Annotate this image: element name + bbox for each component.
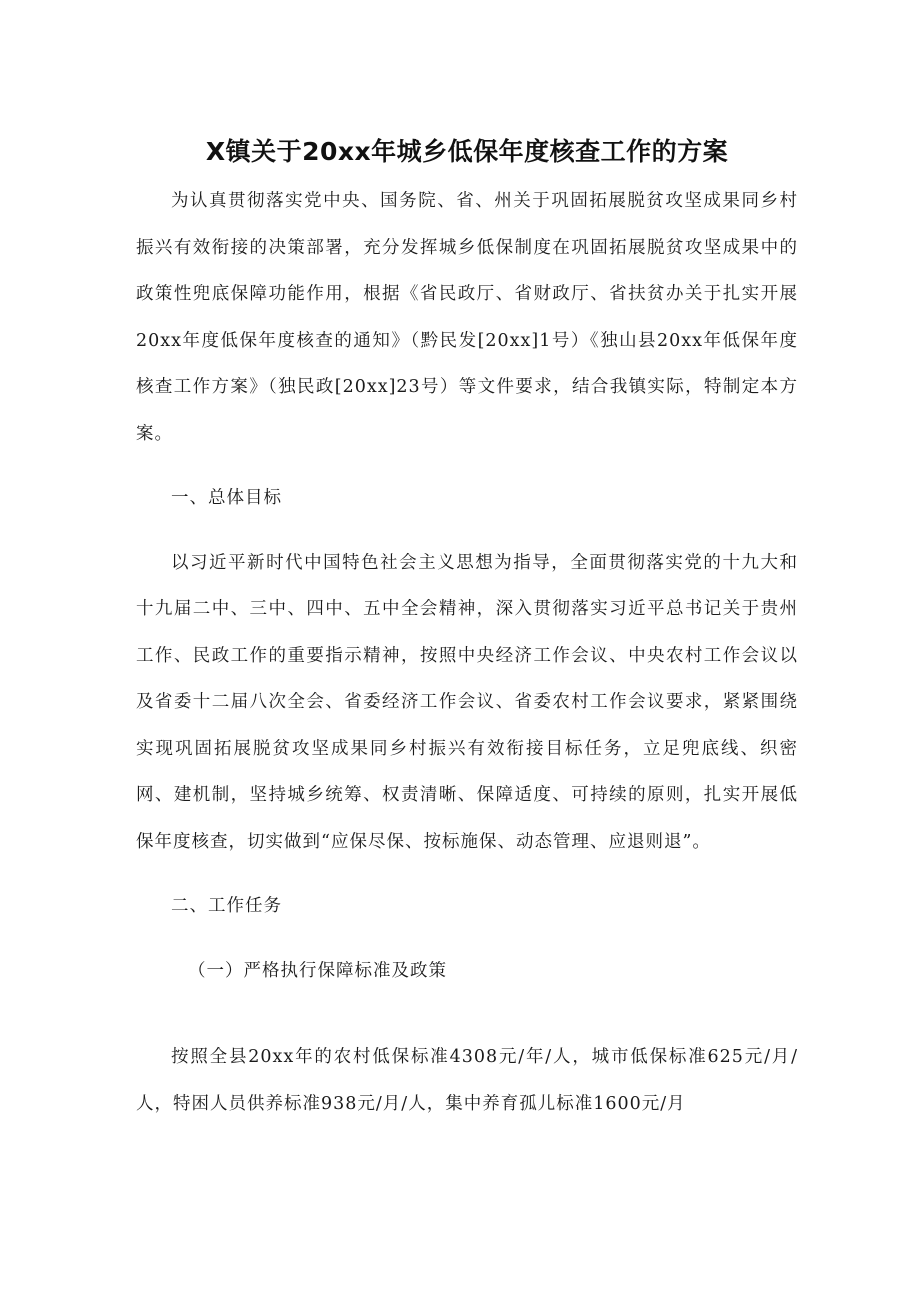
section-heading-tasks: 二、工作任务 xyxy=(171,896,282,916)
subsection-body-standards: 按照全县20xx年的农村低保标准4308元/年/人，城市低保标准625元/月/人，特困人员供养标准938元/月/人，集中养育孤儿标准1600元/月 xyxy=(136,1047,798,1114)
subsection-heading-standards: （一）严格执行保障标准及政策 xyxy=(188,960,447,981)
spacer xyxy=(136,522,798,540)
spacer xyxy=(136,930,798,948)
intro-paragraph: 为认真贯彻落实党中央、国务院、省、州关于巩固拓展脱贫攻坚成果同乡村振兴有效衔接的决策部署，充分发挥城乡低保制度在巩固拓展脱贫攻坚成果中的政策性兜底保障功能作用，根据《省民政厅、省财政厅、省扶贫办关于扎实开展20xx年度低保年度核查的通知》（黔民发[20xx]1号）《独山县20xx年低保年度核查工作方案》（独民政[20xx]23号）等文件要求，结合我镇实际，特制定本方案。 xyxy=(136,191,798,444)
section-heading-overall-goal: 一、总体目标 xyxy=(171,488,282,508)
document-page xyxy=(136,130,798,1127)
spacer xyxy=(136,457,798,475)
spacer xyxy=(136,865,798,883)
section-body-overall-goal: 以习近平新时代中国特色社会主义思想为指导，全面贯彻落实党的十九大和十九届二中、三中、四中、五中全会精神，深入贯彻落实习近平总书记关于贵州工作、民政工作的重要指示精神，按照中央经济工作会议、中央农村工作会议以及省委十二届八次全会、省委经济工作会议、省委农村工作会议要求，紧紧围绕实现巩固拓展脱贫攻坚成果同乡村振兴有效衔接目标任务，立足兜底线、织密网、建机制，坚持城乡统筹、权责清晰、保障适度、可持续的原则，扎实开展低保年度核查，切实做到“应保尽保、按标施保、动态管理、应退则退”。 xyxy=(136,552,798,852)
document-title: X镇关于20xx年城乡低保年度核查工作的方案 xyxy=(205,137,729,166)
spacer xyxy=(136,994,798,1034)
